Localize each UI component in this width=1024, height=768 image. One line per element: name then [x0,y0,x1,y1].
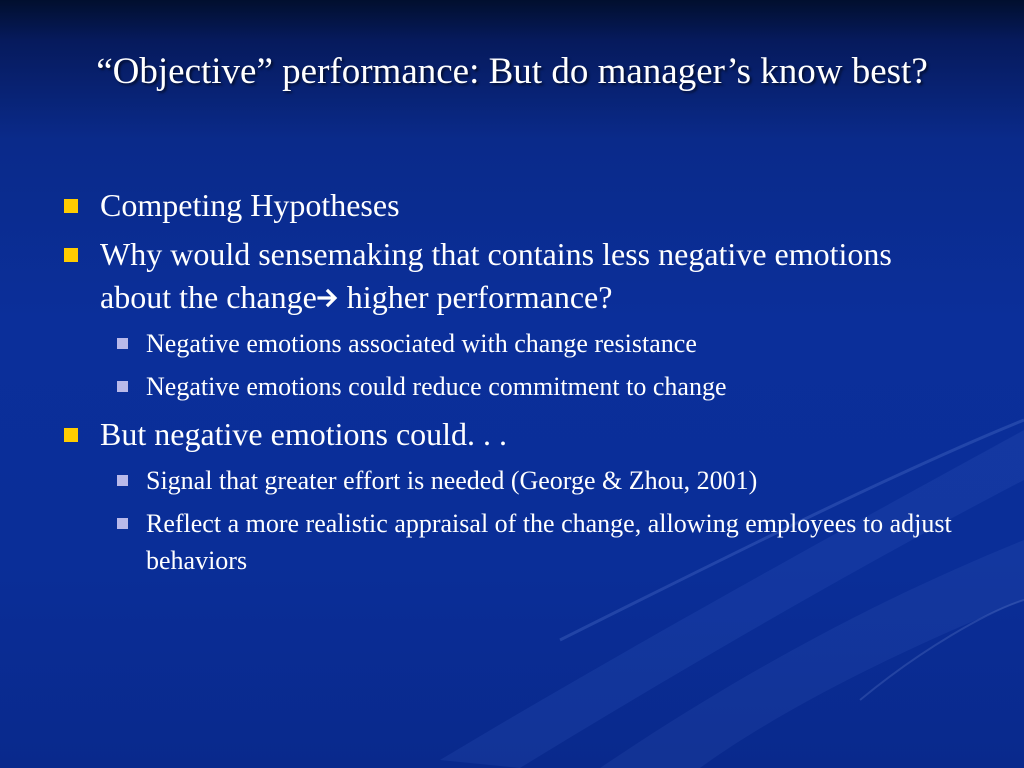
bullet-item [62,413,952,456]
lavender-square-bullet-icon [117,381,128,392]
lavender-square-bullet-icon [117,518,128,529]
yellow-square-bullet-icon [64,428,78,442]
sub-bullet-text: Reflect a more realistic appraisal of the change, allowing employees to adjust behaviors [146,509,952,575]
bullet-text-before-arrow: Why would sensemaking that contains less negative emotions about the change [100,236,892,315]
sub-bullet-text: Negative emotions associated with change resistance [146,329,697,358]
lavender-square-bullet-icon [117,475,128,486]
bullet-item [62,184,952,227]
right-arrow-icon [317,288,339,308]
sub-bullet-text: Signal that greater effort is needed (George & Zhou, 2001) [146,466,758,495]
bullet-text: But negative emotions could. . . [100,416,508,452]
sub-bullet-item [62,368,952,405]
bullet-text: Competing Hypotheses [100,187,400,223]
sub-bullet-item [62,462,952,499]
sub-bullet-item [62,505,952,579]
sub-bullet-item [62,325,952,362]
lavender-square-bullet-icon [117,338,128,349]
slide-title: “Objective” performance: But do manager’s know best? [96,51,928,92]
bullet-text-after-arrow: higher performance? [338,279,613,315]
yellow-square-bullet-icon [64,199,78,213]
sub-bullet-text: Negative emotions could reduce commitment to change [146,372,727,401]
bullet-list [62,184,952,585]
bullet-item [62,233,952,319]
yellow-square-bullet-icon [64,248,78,262]
